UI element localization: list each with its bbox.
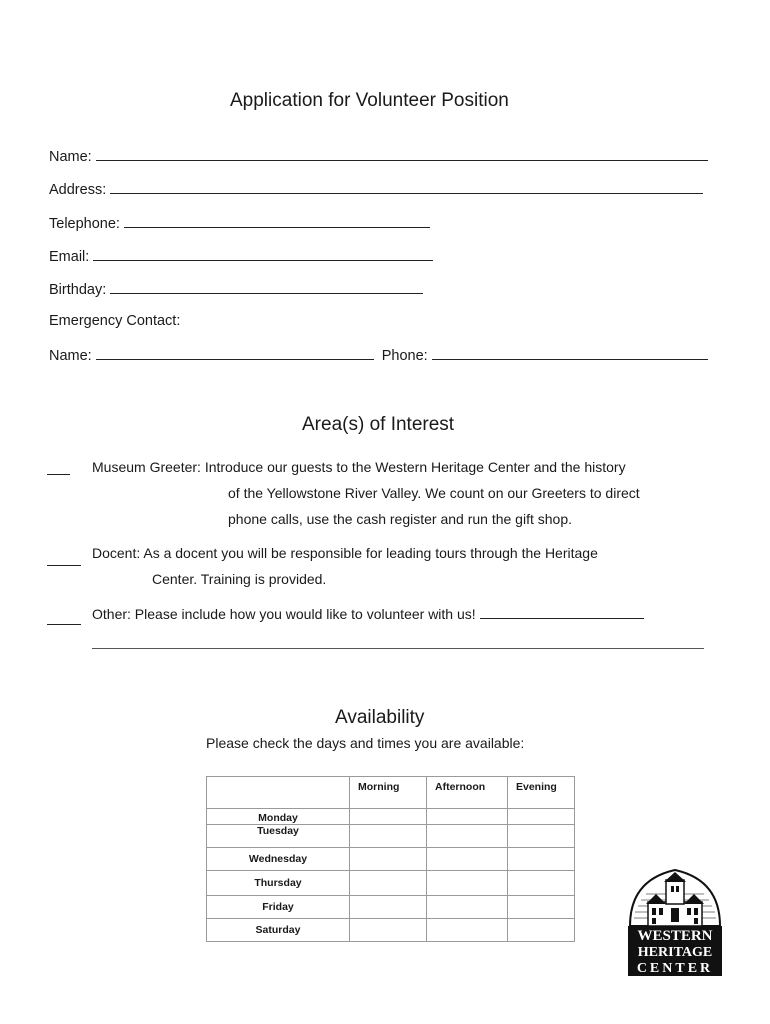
- birthday-field[interactable]: [110, 280, 423, 294]
- column-header-afternoon: Afternoon: [427, 777, 508, 809]
- slot-saturday-evening[interactable]: [508, 919, 575, 942]
- docent-description-line1: Docent: As a docent you will be responsible for leading tours through the Heritage: [92, 545, 598, 561]
- telephone-label: Telephone:: [49, 216, 120, 232]
- column-header-evening: Evening: [508, 777, 575, 809]
- email-label: Email:: [49, 249, 90, 265]
- column-header-morning: Morning: [350, 777, 427, 809]
- slot-monday-afternoon[interactable]: [427, 809, 508, 825]
- slot-thursday-evening[interactable]: [508, 871, 575, 896]
- slot-wednesday-morning[interactable]: [350, 848, 427, 871]
- day-label-monday: Monday: [207, 809, 350, 825]
- address-label: Address:: [49, 182, 107, 198]
- telephone-field-row: [49, 214, 430, 232]
- slot-thursday-morning[interactable]: [350, 871, 427, 896]
- emergency-contact-label: Emergency Contact:: [49, 313, 181, 329]
- slot-saturday-morning[interactable]: [350, 919, 427, 942]
- email-field-row: [49, 247, 433, 265]
- emergency-name-label: Name:: [49, 348, 92, 364]
- heritage-building-icon: [626, 866, 724, 978]
- emergency-phone-label: Phone:: [381, 348, 428, 364]
- greeter-description-line3: phone calls, use the cash register and run the gift shop.: [228, 511, 572, 527]
- page-title: Application for Volunteer Position: [230, 90, 509, 111]
- slot-saturday-afternoon[interactable]: [427, 919, 508, 942]
- slot-friday-afternoon[interactable]: [427, 896, 508, 919]
- name-field-row: [49, 147, 708, 165]
- slot-tuesday-afternoon[interactable]: [427, 825, 508, 848]
- logo-text-line2: HERITAGE: [637, 945, 713, 960]
- availability-table: [206, 776, 575, 942]
- birthday-label: Birthday:: [49, 282, 107, 298]
- slot-tuesday-morning[interactable]: [350, 825, 427, 848]
- greeter-description-line2: of the Yellowstone River Valley. We count on our Greeters to direct: [228, 485, 640, 501]
- email-field[interactable]: [93, 247, 433, 261]
- other-input-line2[interactable]: [92, 648, 704, 649]
- slot-wednesday-afternoon[interactable]: [427, 848, 508, 871]
- slot-tuesday-evening[interactable]: [508, 825, 575, 848]
- logo-text-line3: CENTER: [636, 961, 714, 976]
- emergency-name-field[interactable]: [96, 346, 374, 360]
- slot-monday-morning[interactable]: [350, 809, 427, 825]
- telephone-field[interactable]: [124, 214, 430, 228]
- other-checkbox[interactable]: [47, 612, 81, 625]
- day-label-wednesday: Wednesday: [207, 848, 350, 871]
- emergency-phone-field[interactable]: [432, 346, 708, 360]
- availability-instructions: Please check the days and times you are available:: [206, 735, 525, 751]
- slot-thursday-afternoon[interactable]: [427, 871, 508, 896]
- address-field-row: [49, 180, 703, 198]
- other-description: Other: Please include how you would like to volunteer with us!: [92, 606, 476, 622]
- interest-heading: Area(s) of Interest: [302, 414, 455, 435]
- docent-description-line2: Center. Training is provided.: [152, 571, 327, 587]
- greeter-description-line1: Museum Greeter: Introduce our guests to the Western Heritage Center and the history: [92, 459, 626, 475]
- logo-text-line1: WESTERN: [637, 928, 713, 944]
- docent-checkbox[interactable]: [47, 553, 81, 566]
- other-description-row: [92, 605, 644, 622]
- emergency-contact-row: [49, 346, 708, 364]
- slot-wednesday-evening[interactable]: [508, 848, 575, 871]
- day-label-thursday: Thursday: [207, 871, 350, 896]
- slot-monday-evening[interactable]: [508, 809, 575, 825]
- day-label-saturday: Saturday: [207, 919, 350, 942]
- other-input-line1[interactable]: [480, 605, 644, 619]
- day-label-friday: Friday: [207, 896, 350, 919]
- availability-heading: Availability: [335, 707, 425, 728]
- day-label-tuesday: Tuesday: [207, 825, 350, 848]
- address-field[interactable]: [110, 180, 703, 194]
- birthday-field-row: [49, 280, 423, 298]
- slot-friday-evening[interactable]: [508, 896, 575, 919]
- slot-friday-morning[interactable]: [350, 896, 427, 919]
- western-heritage-center-logo: [626, 866, 724, 978]
- name-field[interactable]: [96, 147, 708, 161]
- name-label: Name:: [49, 149, 92, 165]
- table-corner-cell: [207, 777, 350, 809]
- greeter-checkbox[interactable]: [47, 462, 70, 475]
